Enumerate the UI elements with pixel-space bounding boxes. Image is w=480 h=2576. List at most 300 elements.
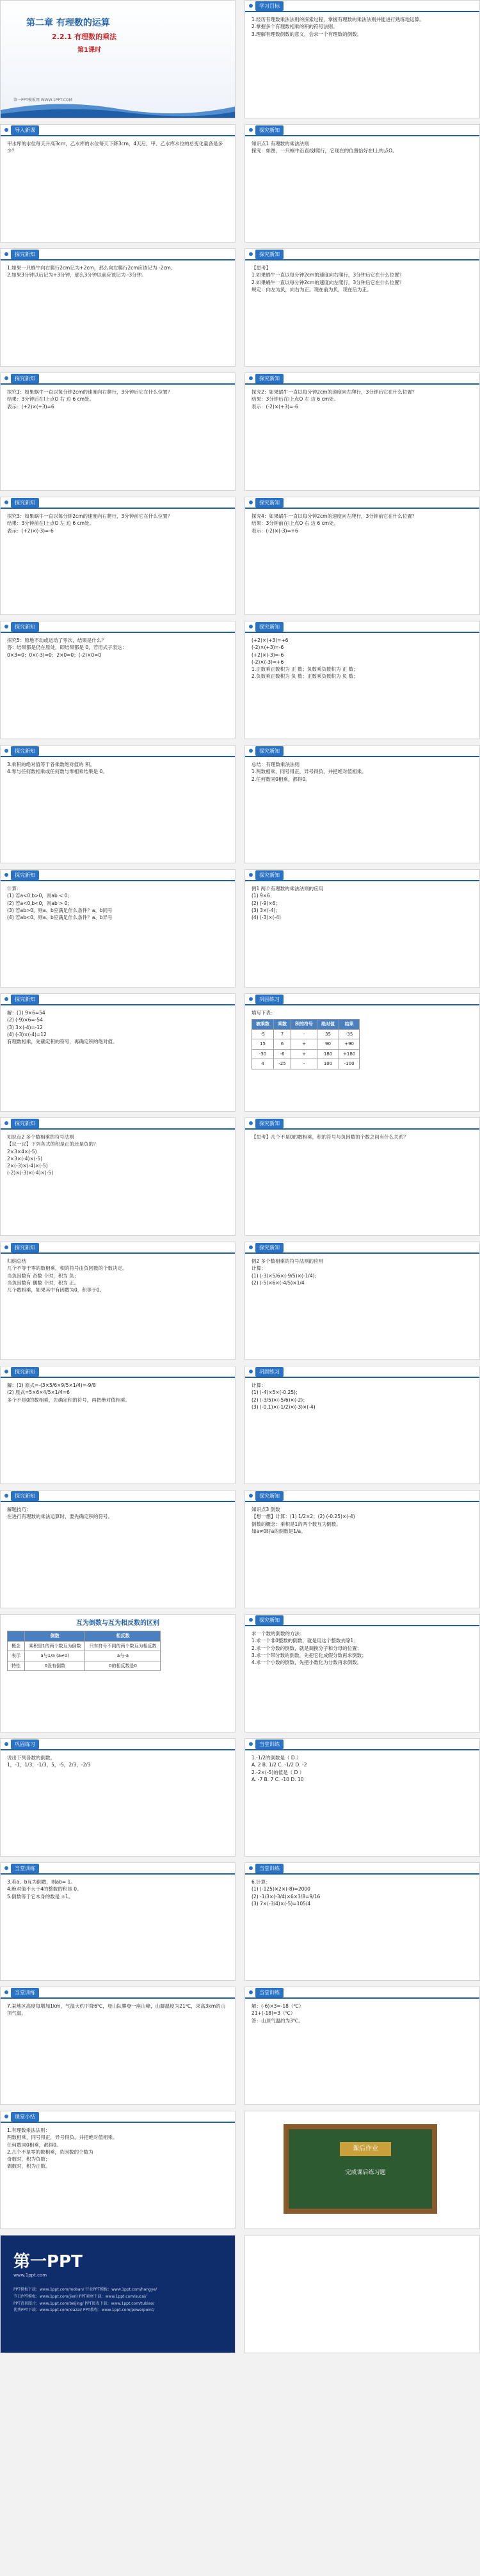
- slide-text-line: 3.若a、b互为倒数，则ab= 1。: [7, 1879, 76, 1885]
- slide-thumbnail[interactable]: [244, 745, 480, 863]
- slide-text-line: (3) (-0.1)×(-1/2)×(-3)×(-4): [252, 1404, 316, 1410]
- section-tag: 探究新知: [11, 1367, 39, 1377]
- table-header-cell: 倒数: [25, 1631, 85, 1642]
- slide-body: [245, 260, 479, 297]
- slide-thumbnail[interactable]: [0, 1738, 236, 1857]
- slide-text-line: 3.理解有理数倒数的意义，会求一个有理数的倒数。: [252, 31, 362, 37]
- slide-body: [245, 136, 479, 159]
- section-tag: 探究新知: [255, 870, 284, 880]
- slide-text-line: 当负因数有 奇数 个时，积为 负；: [7, 1272, 79, 1279]
- slide-header-bar: [1, 621, 235, 633]
- table-header-cell: 积的符号: [291, 1020, 317, 1030]
- slide-text-line: 【思考】几个不是0的数相乘，积的符号与负因数的个数之间有什么关系？: [252, 1134, 408, 1140]
- slide-text-line: 表示：(+2)×(-3)=-6: [7, 527, 54, 534]
- slide-text-line: 【议一议】下列各式的积是正的还是负的？: [7, 1141, 99, 1148]
- slide-text-line: (-2)×(-3)=+6: [252, 659, 284, 665]
- brand-logo: 第一PPT: [13, 2252, 83, 2271]
- slide-text-line: (2) -1/3×(-3/4)×6×3/8=9/16: [252, 1893, 321, 1900]
- slide-text-line: 探究3：如果蜗牛一直以每分钟2cm的速度向右爬行，3分钟前它在什么位置？: [7, 513, 173, 519]
- slide-header-bar: [1, 1366, 235, 1378]
- slide-header-bar: [245, 1615, 479, 1626]
- slide-text-line: 2.-2×(-5)的值是（ D ）: [252, 1769, 305, 1775]
- slide-thumbnail[interactable]: [244, 869, 480, 988]
- section-tag: 探究新知: [255, 1491, 284, 1501]
- slide-text-line: 2.任何数同0相乘，都得0。: [252, 776, 310, 782]
- table-cell: a与1/a (a≠0): [25, 1651, 85, 1661]
- table-header-cell: 被乘数: [252, 1020, 274, 1030]
- bullet-icon: [4, 1866, 8, 1870]
- bullet-icon: [249, 1618, 253, 1622]
- slide-text-line: 解题技巧：: [7, 1507, 31, 1512]
- section-tag: 探究新知: [11, 498, 39, 508]
- wave-decoration: [1, 99, 236, 118]
- slide-text-line: 4.绝对值不大于4的整数的积是 0。: [7, 1886, 82, 1892]
- slide-text-line: (4) (-3)×(-4)=12: [7, 1031, 47, 1037]
- brand-link-line[interactable]: PPT背景图片：www.1ppt.com/beijing/ PPT图表下载：www.1ppt.com/tubiao/: [13, 2301, 155, 2306]
- bullet-icon: [249, 4, 253, 8]
- slide-text-line: 3.乘积的绝对值等于各乘数绝对值的 积。: [7, 762, 95, 767]
- slide-text-line: 填写下表：: [252, 1010, 276, 1016]
- bullet-icon: [4, 1494, 8, 1498]
- section-tag: 当堂训练: [255, 1988, 284, 1997]
- slide-text-line: 1，-1，1/3，-1/3，5，-5，2/3，-2/3: [7, 1762, 91, 1768]
- slide-header-bar: [245, 1366, 479, 1378]
- slide-header-bar: [1, 1242, 235, 1254]
- brand-link-line[interactable]: PPT模板下载：www.1ppt.com/moban/ 行业PPT模板：www.1ppt.com/hangye/: [13, 2287, 157, 2292]
- slide-header-bar: [245, 870, 479, 881]
- brand-url: www.1ppt.com: [13, 2273, 47, 2278]
- slide-text-line: 结果：3分钟后在l上点O 右 边 6 cm处。: [7, 396, 94, 403]
- table-cell: -35: [339, 1029, 360, 1039]
- slide-text-line: 6.计算：: [252, 1879, 271, 1885]
- table-cell: -30: [252, 1049, 274, 1059]
- slide-body: [1, 757, 235, 780]
- table-cell: 只有符号不同的两个数互为相反数: [85, 1641, 161, 1651]
- bullet-icon: [4, 1245, 8, 1249]
- slide-body: [245, 633, 479, 684]
- slide-text-line: (3) 若ab>0，则a、b应满足什么条件？a、b同号: [7, 907, 113, 913]
- slide-text-line: 1.如果蜗牛一直以每分钟2cm的速度向右爬行，3分钟后它在什么位置？: [252, 272, 404, 278]
- slide-header-bar: [1, 1863, 235, 1875]
- slide-thumbnail[interactable]: [244, 621, 480, 739]
- slide-body: [1, 1130, 235, 1181]
- slide-body: [1, 1378, 235, 1407]
- slide-thumbnail[interactable]: [244, 993, 480, 1112]
- bullet-icon: [249, 1990, 253, 1994]
- bullet-icon: [249, 1121, 253, 1125]
- slide-body: [1, 881, 235, 925]
- bullet-icon: [4, 1990, 8, 1994]
- bullet-icon: [4, 625, 8, 628]
- slide-text-line: (2) (-3/5)×(-5/6)×(-2)；: [252, 1396, 308, 1403]
- slide-text-line: 0×3=0；0×(-3)=0；2×0=0；(-2)×0=0: [7, 652, 102, 658]
- slide-text-line: (4) (-3)×(-4): [252, 915, 281, 920]
- slide-body: [1, 509, 235, 538]
- bullet-icon: [4, 749, 8, 753]
- slide-text-line: 表示：(-2)×(-3)=+6: [252, 527, 298, 534]
- slide-body: [245, 1626, 479, 1670]
- bullet-icon: [249, 749, 253, 753]
- table-cell: -6: [274, 1049, 291, 1059]
- slide-text-line: 2×3×(-4)×(-5): [7, 1155, 43, 1162]
- slide-text-line: 探究4：如果蜗牛一直以每分钟2cm的速度向左爬行，3分钟前它在什么位置？: [252, 513, 417, 519]
- bullet-icon: [249, 252, 253, 256]
- slide-text-line: 探究2：如果蜗牛一直以每分钟2cm的速度向左爬行，3分钟后它在什么位置？: [252, 389, 417, 395]
- slide-text-line: 几个数相乘，如果其中有因数为0，积等于0。: [7, 1287, 105, 1293]
- table-cell: 0的相反数是0: [85, 1661, 161, 1671]
- slide-text-line: 奇数时，积为负数；: [7, 2156, 51, 2162]
- slide-header-bar: [1, 125, 235, 136]
- slide-text-line: 探究1：如果蜗牛一直以每分钟2cm的速度向右爬行，3分钟后它在什么位置？: [7, 389, 173, 395]
- slide-text-line: (1) (-125)×2×(-8)=2000: [252, 1886, 310, 1892]
- slide-text-line: 1.-1/2的倒数是（ D ）: [252, 1755, 301, 1761]
- slide-text-line: 解：(1) 9×6=54: [7, 1010, 45, 1016]
- slide-header-bar: [1, 994, 235, 1005]
- table-cell: 100: [317, 1059, 339, 1069]
- slide-text-line: 1.经历有理数乘法法则的探索过程，掌握有理数的乘法法则并能进行熟练地运算。: [252, 17, 424, 22]
- section-tag: 探究新知: [255, 622, 284, 632]
- slide-text-line: 2×3×4×(-5): [7, 1148, 37, 1155]
- slide-text-line: 2.几个不是零的数相乘，负因数的个数为: [7, 2148, 93, 2155]
- section-tag: 导入新课: [11, 125, 39, 135]
- table-cell: 15: [252, 1039, 274, 1050]
- slide-header-bar: [245, 1491, 479, 1502]
- section-tag: 探究新知: [11, 870, 39, 880]
- slide-text-line: 解：(-6)×3=-18（℃）: [252, 2003, 304, 2009]
- bullet-icon: [4, 1370, 8, 1373]
- slide-body: [245, 757, 479, 787]
- slide-title-line: 2.2.1 有理数的乘法: [52, 33, 117, 41]
- slide-text-line: (-2)×(+3)=-6: [252, 644, 284, 651]
- section-tag: 探究新知: [255, 498, 284, 508]
- slide-thumbnail[interactable]: [0, 248, 236, 367]
- slide-thumbnail[interactable]: [0, 124, 236, 243]
- slide-body: [1, 260, 235, 283]
- table-header-cell: 绝对值: [317, 1020, 339, 1030]
- blackboard-image: [284, 2124, 437, 2214]
- bullet-icon: [249, 997, 253, 1001]
- slide-text-line: 2.求一个分数的倒数，就是调换分子和分母的位置；: [252, 1645, 362, 1651]
- slide-text-line: 当负因数有 偶数 个时，积为 正。: [7, 1279, 79, 1286]
- slide-thumbnail[interactable]: [244, 497, 480, 615]
- slide-text-line: (1) 若a<0,b>0，则ab < 0；: [7, 893, 73, 899]
- slide-text-line: 1.有理数乘法法则：: [7, 2127, 51, 2133]
- table-row: [8, 1661, 161, 1671]
- slide-text-line: 如a≠0时a的倒数是1/a。: [252, 1528, 306, 1534]
- section-tag: 探究新知: [11, 995, 39, 1004]
- slide-body: [1, 1615, 235, 1677]
- slide-text-line: 3.求一个带分数的倒数，先把它化成假分数再求倒数；: [252, 1652, 367, 1658]
- section-tag: 探究新知: [11, 1243, 39, 1252]
- slide-text-line: 2.如果3分钟以后记为+3分钟，那么3分钟以前应该记为 -3分钟。: [7, 272, 147, 278]
- slide-header-bar: [245, 249, 479, 260]
- bullet-icon: [4, 2115, 8, 2118]
- section-tag: 探究新知: [11, 1119, 39, 1128]
- slide-header-bar: [1, 746, 235, 757]
- bullet-icon: [4, 252, 8, 256]
- slide-thumbnail[interactable]: [0, 869, 236, 988]
- slide-text-line: 21+(-18)=3（℃）: [252, 2010, 296, 2017]
- slide-text-line: (2) (-9)×6；: [252, 900, 280, 906]
- section-tag: 巩固练习: [11, 1740, 39, 1749]
- slide-body: [245, 509, 479, 538]
- slide-thumbnail[interactable]: [244, 0, 480, 118]
- slide-header-bar: [1, 373, 235, 385]
- slide-header-bar: [245, 497, 479, 509]
- section-tag: 探究新知: [255, 1243, 284, 1252]
- section-tag: 当堂训练: [255, 1864, 284, 1873]
- slide-text-line: 探究5：原地不动或运动了零次，结果是什么？: [7, 637, 106, 643]
- section-tag: 探究新知: [11, 622, 39, 632]
- slide-body: [245, 12, 479, 42]
- slide-body: [245, 1875, 479, 1911]
- table-cell: -5: [252, 1029, 274, 1039]
- slide-text-line: (+2)×(+3)=+6: [252, 637, 289, 643]
- slide-thumbnail[interactable]: [244, 1862, 480, 1981]
- bullet-icon: [4, 376, 8, 380]
- slide-thumbnail[interactable]: [244, 1614, 480, 1732]
- table-cell: 乘积是1的两个数互为倒数: [25, 1641, 85, 1651]
- table-cell: 表示: [8, 1651, 25, 1661]
- table-cell: 35: [317, 1029, 339, 1039]
- table-cell: -100: [339, 1059, 360, 1069]
- slide-body: [1, 1254, 235, 1297]
- section-tag: 探究新知: [255, 746, 284, 756]
- slide-text-line: (+2)×(-3)=-6: [252, 652, 284, 658]
- brand-link-line[interactable]: 节日PPT模板：www.1ppt.com/jieri/ PPT素材下载：www.1ppt.com/sucai/: [13, 2294, 147, 2299]
- slide-thumbnail[interactable]: [244, 1987, 480, 2105]
- slide-text-line: (2) 原式=5×6×4/5×1/4=6: [7, 1389, 70, 1396]
- slide-body: [245, 1130, 479, 1144]
- slide-body: [1, 633, 235, 662]
- table-cell: 特性: [8, 1661, 25, 1671]
- slide-header-bar: [245, 1118, 479, 1130]
- slide-text-line: 1.正数乘正数积为 正 数；负数乘负数积为 正 数；: [252, 666, 358, 672]
- bullet-icon: [4, 997, 8, 1001]
- slide-thumbnail[interactable]: [244, 2235, 480, 2353]
- table-row: [252, 1029, 360, 1039]
- section-tag: 探究新知: [11, 250, 39, 259]
- slide-text-line: (1) (-4)×5×(-0.25)；: [252, 1389, 301, 1396]
- slide-text-line: 倒数的概念：乘积是1的两个数互为倒数。: [252, 1521, 341, 1527]
- table-row: [252, 1049, 360, 1059]
- slide-text-line: 在进行有理数的乘法运算时，要先确定积的符号。: [7, 1514, 113, 1520]
- slide-text-line: 4.零与任何数相乘或任何数与零相乘结果是 0。: [7, 769, 108, 775]
- slide-thumbnail[interactable]: [0, 372, 236, 491]
- table-header-cell: 乘数: [274, 1020, 291, 1030]
- slide-thumbnail[interactable]: [244, 1490, 480, 1608]
- section-tag: 当堂训练: [11, 1988, 39, 1997]
- slide-body: [245, 1378, 479, 1414]
- section-tag: 探究新知: [255, 250, 284, 259]
- slide-thumbnail[interactable]: [0, 0, 236, 118]
- slide-header-bar: [1, 497, 235, 509]
- slide-header-bar: [245, 1863, 479, 1875]
- slide-text-line: 互为倒数与互为相反数的区别: [76, 1620, 159, 1627]
- slide-text-line: 2.掌握多个有理数相乘的积的符号法则。: [252, 24, 338, 30]
- table-cell: 90: [317, 1039, 339, 1050]
- slide-header-bar: [245, 1739, 479, 1750]
- table-cell: +: [291, 1049, 317, 1059]
- slide-text-line: 例1 两个有理数的乘法法则的应用: [252, 886, 324, 892]
- slide-text-line: A. 2 B. 1/2 C. -1/2 D. -2: [252, 1762, 307, 1768]
- slide-text-line: 规定：向左为负，向右为正。现在前为负，现在后为正。: [252, 286, 372, 292]
- slide-text-line: 1.求一个非0整数的倒数，就是用这个整数去除1；: [252, 1638, 358, 1644]
- slide-text-line: (-2)×(-3)×(-4)×(-5): [7, 1170, 54, 1176]
- slide-text-line: 知识点1 有理数的乘法法则: [252, 141, 309, 147]
- slide-title-line: 第1课时: [77, 47, 101, 54]
- slide-thumbnail[interactable]: [244, 372, 480, 491]
- slide-thumbnail[interactable]: [0, 1987, 236, 2105]
- slide-thumbnail[interactable]: [0, 1366, 236, 1484]
- slide-text-line: 2.负数乘正数积为 负 数；正数乘负数积为 负 数；: [252, 673, 358, 680]
- brand-link-line[interactable]: 优秀PPT下载：www.1ppt.com/xiazai/ PPT教程：www.1ppt.com/powerpoint/: [13, 2308, 155, 2313]
- table-row: [8, 1651, 161, 1661]
- table-cell: a与-a: [85, 1651, 161, 1661]
- slide-text-line: 求一个数的倒数的方法：: [252, 1631, 305, 1636]
- bullet-icon: [249, 500, 253, 504]
- slide-text-line: (2) 若a<0,b<0，则ab > 0；: [7, 900, 73, 906]
- slide-header-bar: [245, 1, 479, 12]
- section-tag: 学习目标: [255, 1, 284, 11]
- slide-body: [245, 1254, 479, 1290]
- slide-text-line: (1) (-3)×5/6×(-9/5)×(-1/4)；: [252, 1272, 320, 1279]
- slide-text-line: 2×(-3)×(-4)×(-5): [7, 1163, 48, 1169]
- slide-body: [245, 1502, 479, 1539]
- slide-text-line: (2) (-5)×6×(-4/5)×1/4: [252, 1279, 305, 1286]
- slide-body: [245, 881, 479, 925]
- table-row: [252, 1039, 360, 1050]
- slide-text-line: 任何数同0相乘，都得0。: [7, 2141, 61, 2148]
- slide-thumbnail[interactable]: [0, 497, 236, 615]
- slide-text-line: (3) 7×(-3/4)×(-5)=105/4: [252, 1900, 311, 1907]
- slide-header-bar: [1, 1491, 235, 1502]
- slide-text-line: 多个不是0的数相乘，先确定积的符号，再把绝对值相乘。: [7, 1396, 131, 1403]
- bullet-icon: [4, 128, 8, 132]
- slide-text-line: 【想一想】计算：(1) 1/2×2；(2) (-0.25)×(-4): [252, 1514, 355, 1520]
- bullet-icon: [4, 873, 8, 877]
- homework-title: 课后作业: [340, 2142, 391, 2156]
- slide-thumbnail[interactable]: [0, 1117, 236, 1236]
- table-cell: +90: [339, 1039, 360, 1050]
- slide-thumbnail[interactable]: [244, 1366, 480, 1484]
- slide-text-line: 几个不等于零的数相乘，积的符号由负因数的个数决定。: [7, 1265, 127, 1272]
- slide-text-line: 2.如果蜗牛一直以每分钟2cm的速度向左爬行，3分钟后它在什么位置？: [252, 279, 404, 285]
- table-cell: 6: [274, 1039, 291, 1050]
- slide-body: [1, 385, 235, 414]
- slide-thumbnail[interactable]: [244, 1738, 480, 1857]
- slide-header-bar: [245, 125, 479, 136]
- slide-text-line: 结果：3分钟前在l上点O 右 边 6 cm处。: [252, 520, 339, 527]
- slide-text-line: 计算：: [7, 886, 22, 892]
- bullet-icon: [249, 873, 253, 877]
- slide-body: [1, 2123, 235, 2174]
- slide-body: [1, 1502, 235, 1524]
- slide-body: [1, 1999, 235, 2021]
- slide-header-bar: [245, 746, 479, 757]
- slide-thumbnail[interactable]: [244, 1242, 480, 1360]
- table-cell: 0没有倒数: [25, 1661, 85, 1671]
- slide-text-line: 知识点2 多个数相乘的符号法则: [7, 1134, 74, 1140]
- slide-text-line: 7.某地区高度每增加1km，气温大约下降6℃，登山队攀登一座山峰，山脚温度为21℃，求高3km的山顶气温。: [7, 2003, 226, 2017]
- section-tag: 巩固练习: [255, 1367, 284, 1377]
- table-header-cell: [8, 1631, 25, 1642]
- slide-text-line: 1.两数相乘，同号得正，异号得负，并把绝对值相乘。: [252, 769, 367, 775]
- slide-thumbnail[interactable]: [0, 2111, 236, 2229]
- data-table: [252, 1019, 360, 1069]
- slide-text-line: 计算：: [252, 1265, 266, 1272]
- slide-header-bar: [1, 1987, 235, 1999]
- slide-thumbnail[interactable]: [0, 621, 236, 739]
- slide-body: [245, 1999, 479, 2028]
- slide-text-line: (4) 若ab<0，则a、b应满足什么条件？a、b异号: [7, 915, 113, 920]
- table-cell: -: [291, 1059, 317, 1069]
- table-cell: 7: [274, 1029, 291, 1039]
- bullet-icon: [249, 625, 253, 628]
- slide-thumbnail[interactable]: [0, 1614, 236, 1732]
- bullet-icon: [4, 1742, 8, 1746]
- slide-text-line: 计算：: [252, 1382, 266, 1388]
- slide-thumbnail[interactable]: [0, 745, 236, 863]
- slide-text-line: 5.倒数等于它本身的数是 ±1。: [7, 1893, 74, 1900]
- slide-text-line: 甲水库的水位每天升高3cm，乙水库的水位每天下降3cm，4天后，甲、乙水库水位的总变化量各是多少？: [7, 141, 223, 154]
- bullet-icon: [249, 1494, 253, 1498]
- slide-thumbnail[interactable]: [0, 993, 236, 1112]
- slide-header-bar: [1, 1739, 235, 1750]
- slide-text-line: 表示：(-2)×(+3)=-6: [252, 403, 298, 410]
- brand-links: [13, 2287, 225, 2314]
- slide-text-line: 结果：3分钟后在l上点O 左 边 6 cm处。: [252, 396, 339, 403]
- table-row: [8, 1641, 161, 1651]
- slide-body: [245, 385, 479, 414]
- slide-thumbnail[interactable]: [244, 248, 480, 367]
- slide-text-line: 【思考】: [252, 265, 271, 271]
- slide-footer: 第一PPT模板网 WWW.1PPT.COM: [13, 98, 72, 102]
- slide-header-bar: [1, 2111, 235, 2123]
- slide-thumbnail[interactable]: [244, 124, 480, 243]
- slide-body: [245, 1005, 479, 1076]
- section-tag: 课堂小结: [11, 2112, 39, 2122]
- slide-text-line: 知识点3 倒数: [252, 1507, 280, 1512]
- slide-thumbnail[interactable]: [0, 2235, 236, 2353]
- bullet-icon: [249, 1245, 253, 1249]
- slide-thumbnail[interactable]: [0, 1490, 236, 1608]
- slide-thumbnail[interactable]: [244, 1117, 480, 1236]
- table-header-cell: 结果: [339, 1020, 360, 1030]
- slide-text-line: (3) 3×(-4)；: [252, 907, 280, 913]
- slide-header-bar: [245, 1242, 479, 1254]
- slide-body: [245, 1750, 479, 1787]
- section-tag: 探究新知: [11, 1491, 39, 1501]
- slide-thumbnail[interactable]: [0, 1862, 236, 1981]
- table-cell: -25: [274, 1059, 291, 1069]
- table-cell: -: [291, 1029, 317, 1039]
- slide-text-line: 1.如果一只蜗牛向右爬行2cm记为+2cm，那么向左爬行2cm应该记为 -2cm。: [7, 265, 176, 271]
- slide-text-line: 总结：有理数乘法法则: [252, 762, 300, 767]
- slide-text-line: 表示：(+2)×(+3)=6: [7, 403, 54, 410]
- section-tag: 探究新知: [255, 1615, 284, 1625]
- bullet-icon: [249, 1866, 253, 1870]
- slide-text-line: 例2 多个数相乘的符号法则的应用: [252, 1258, 324, 1264]
- slide-text-line: A. -7 B. 7 C. -10 D. 10: [252, 1776, 304, 1782]
- slide-text-line: 归纳总结: [7, 1258, 26, 1264]
- slide-thumbnail[interactable]: [244, 2111, 480, 2229]
- section-tag: 探究新知: [255, 125, 284, 135]
- section-tag: 探究新知: [255, 374, 284, 383]
- slide-header-bar: [1, 870, 235, 881]
- data-table: [7, 1631, 161, 1671]
- slide-thumbnail[interactable]: [0, 1242, 236, 1360]
